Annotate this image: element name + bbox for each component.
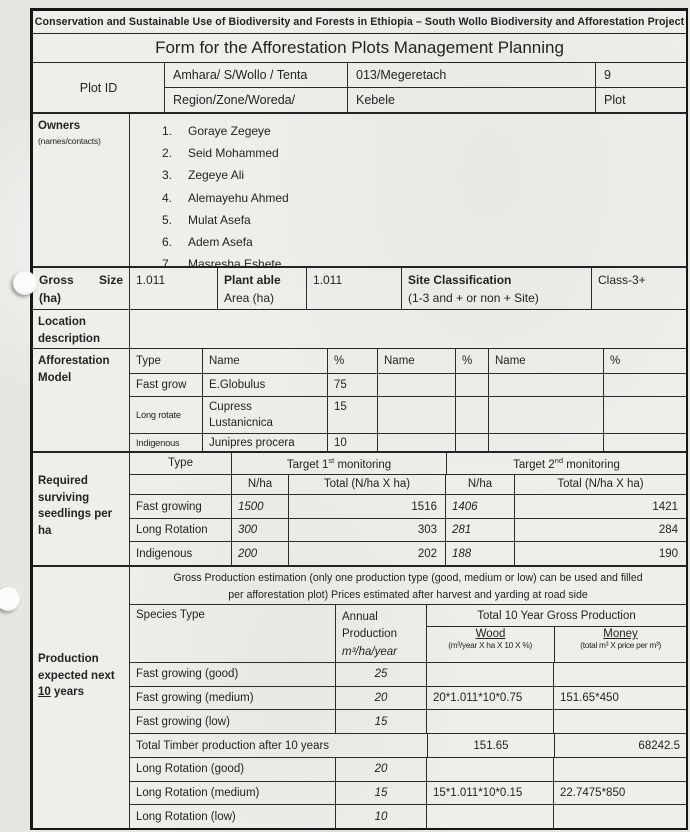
empty-cell	[377, 374, 455, 397]
total-money-value: 68242.5	[554, 734, 686, 757]
model-name: Cupress Lustanicnica	[202, 397, 327, 433]
plot-id-label: Plot ID	[79, 80, 118, 95]
col-header-pct3: %	[603, 349, 686, 373]
project-header-text: Conservation and Sustainable Use of Biodiversity and Forests in Ethiopia – South Wollo Biodiversity and Afforestation Project	[34, 16, 685, 28]
col-header-target1: Target 1st monitoring	[231, 453, 446, 474]
production-table	[129, 567, 686, 828]
plot-id-captions-row	[165, 87, 686, 112]
total2-value: 1421	[514, 495, 686, 518]
hole-punch-artifact	[0, 587, 20, 611]
wood-value: 20*1.011*10*0.75	[426, 687, 553, 710]
afforestation-model-label: Afforestation Model	[38, 355, 110, 384]
species: Long Rotation (low)	[136, 810, 236, 823]
table-row	[130, 396, 686, 433]
annual-value: 20	[335, 687, 426, 710]
empty-cell	[488, 434, 603, 451]
empty-cell	[455, 434, 488, 451]
col-header-name2: Name	[377, 349, 455, 373]
production-header	[130, 605, 686, 663]
table-row	[130, 518, 686, 542]
table-row	[130, 494, 686, 518]
owners-list	[129, 114, 686, 272]
seedlings-label: Required surviving seedlings per ha	[38, 475, 113, 538]
species: Long Rotation (good)	[136, 763, 245, 776]
model-pct: 15	[327, 397, 377, 433]
table-row	[130, 757, 686, 781]
species: Long Rotation	[136, 524, 208, 537]
wood-value	[426, 758, 553, 781]
empty-cell	[455, 397, 488, 433]
owner-item: 6. Adem Asefa	[162, 235, 253, 250]
col-header-total2: Total (N/ha X ha)	[514, 475, 686, 495]
col-header-pct2: %	[455, 349, 488, 373]
empty-cell	[488, 374, 603, 397]
owners-section	[33, 112, 686, 272]
model-name: E.Globulus	[202, 374, 327, 397]
form-title-text: Form for the Afforestation Plots Management Planning	[155, 38, 564, 57]
col-header-wood: Wood (m³/year X ha X 10 X %)	[448, 628, 533, 650]
table-row	[130, 663, 686, 686]
total2-value: 284	[514, 519, 686, 542]
empty-cell	[455, 374, 488, 397]
table-row	[130, 373, 686, 397]
total1-value: 303	[288, 519, 445, 542]
nha2-value: 188	[445, 542, 514, 565]
site-classification-value: Class-3+	[591, 268, 686, 309]
plot-caption: Plot	[595, 88, 686, 112]
table-row	[130, 433, 686, 451]
col-header-nha1: N/ha	[231, 475, 288, 495]
kebele-caption: Kebele	[347, 88, 595, 112]
annual-value: 15	[335, 710, 426, 733]
gross-size-label: Gross Size (ha)	[39, 273, 123, 305]
region-zone-woreda-value: Amhara/ S/Wollo / Tenta	[173, 68, 308, 82]
empty-cell	[603, 434, 686, 451]
site-classification-label: Site Classification (1-3 and + or non + Site)	[401, 268, 591, 309]
production-note: Gross Production estimation (only one production type (good, medium or low) can be used and filled per afforestation plot) Prices estimated after harvest and yarding at road side	[130, 567, 686, 605]
col-header-gross-production: Total 10 Year Gross Production Wood (m³/year X ha X 10 X %) Money (total m³ X price per m³)	[426, 605, 686, 662]
empty-cell	[488, 397, 603, 433]
money-value	[553, 758, 686, 781]
money-value	[553, 663, 686, 686]
gross-size-section	[33, 266, 686, 309]
table-row	[130, 709, 686, 733]
total1-value: 1516	[288, 495, 445, 518]
wood-value	[426, 805, 553, 828]
seedlings-header-row2	[130, 474, 686, 495]
species: Long Rotation (medium)	[136, 786, 260, 799]
afforestation-header-row	[130, 349, 686, 373]
wood-value: 15*1.011*10*0.15	[426, 782, 553, 805]
col-header-nha2: N/ha	[445, 475, 514, 495]
empty-cell	[377, 434, 455, 451]
afforestation-model-section	[33, 348, 686, 451]
col-header-species: Species Type	[136, 609, 205, 621]
money-value	[553, 710, 686, 733]
nha2-value: 281	[445, 519, 514, 542]
col-header-target2: Target 2nd monitoring	[446, 453, 686, 474]
model-type: Long rotate	[136, 410, 181, 421]
species: Fast growing (low)	[136, 715, 230, 728]
wood-value	[426, 663, 553, 686]
total1-value: 202	[288, 542, 445, 565]
form-title	[33, 33, 686, 62]
owner-item: 7. Masresha Eshete	[162, 257, 282, 272]
seedlings-section	[33, 451, 686, 565]
empty-cell	[603, 374, 686, 397]
table-row	[130, 804, 686, 828]
empty-cell	[377, 397, 455, 433]
plantable-area-label: Plant able Area (ha)	[217, 268, 306, 309]
col-header-money: Money (total m³ X price per m³)	[554, 627, 686, 662]
model-type: Fast grow	[136, 378, 187, 391]
plot-id-section	[33, 62, 686, 112]
kebele-value: 013/Megeretach	[347, 63, 595, 87]
seedlings-header-row1	[130, 453, 686, 474]
total-wood-value: 151.65	[427, 734, 554, 757]
total-timber-row	[130, 733, 686, 757]
production-section	[33, 565, 686, 828]
owner-item: 4. Alemayehu Ahmed	[162, 190, 289, 205]
empty-cell	[130, 475, 231, 495]
wood-value	[426, 710, 553, 733]
total2-value: 190	[514, 542, 686, 565]
table-row	[130, 686, 686, 710]
col-header-pct1: %	[327, 349, 377, 373]
model-name: Junipres procera	[202, 434, 327, 451]
location-label: Location description	[38, 316, 100, 345]
gross-size-value: 1.011	[129, 268, 217, 309]
nha1-value: 300	[231, 519, 288, 542]
annual-value: 15	[335, 782, 426, 805]
species: Fast growing (good)	[136, 668, 239, 681]
location-value	[129, 310, 686, 348]
nha1-value: 200	[231, 542, 288, 565]
money-value: 151.65*450	[553, 687, 686, 710]
plantable-area-value: 1.011	[306, 268, 401, 309]
afforestation-model-table	[129, 349, 686, 451]
col-header-type: Type	[136, 354, 161, 367]
species: Fast growing (medium)	[136, 692, 254, 705]
model-pct: 75	[327, 374, 377, 397]
species: Fast growing	[136, 500, 202, 513]
money-value: 22.7475*850	[553, 782, 686, 805]
species: Indigenous	[136, 547, 193, 560]
region-zone-woreda-caption: Region/Zone/Woreda/	[173, 93, 296, 107]
annual-value: 25	[335, 663, 426, 686]
col-header-total1: Total (N/ha X ha)	[288, 475, 445, 495]
owner-item: 2. Seid Mohammed	[162, 146, 279, 161]
model-type: Indigenous	[136, 437, 180, 448]
plot-id-grid	[164, 63, 686, 112]
col-header-name3: Name	[488, 349, 603, 373]
table-row	[130, 541, 686, 565]
model-pct: 10	[327, 434, 377, 451]
hole-punch-artifact	[13, 271, 37, 295]
table-row	[130, 781, 686, 805]
col-header-name1: Name	[202, 349, 327, 373]
plot-id-values-row	[165, 63, 686, 87]
owner-item: 3. Zegeye Ali	[162, 168, 245, 183]
col-header-annual: Annual Production m³/ha/year	[335, 605, 426, 662]
total-timber-label: Total Timber production after 10 years	[136, 739, 330, 752]
col-header-type: Type	[168, 457, 193, 470]
plot-number-value: 9	[595, 63, 686, 87]
empty-cell	[603, 397, 686, 433]
production-label: Production expected next 10 years	[38, 653, 115, 699]
nha2-value: 1406	[445, 495, 514, 518]
owner-item: 5. Mulat Asefa	[162, 212, 251, 227]
money-value	[553, 805, 686, 828]
owners-label: Owners (names/contacts)	[33, 114, 129, 266]
afforestation-form	[30, 8, 688, 830]
annual-value: 20	[335, 758, 426, 781]
nha1-value: 1500	[231, 495, 288, 518]
owner-item: 1. Goraye Zegeye	[162, 124, 271, 139]
annual-value: 10	[335, 805, 426, 828]
seedlings-table	[129, 453, 686, 565]
owners-sublabel: (names/contacts)	[38, 135, 101, 146]
location-section	[33, 309, 686, 348]
project-header	[33, 11, 686, 33]
